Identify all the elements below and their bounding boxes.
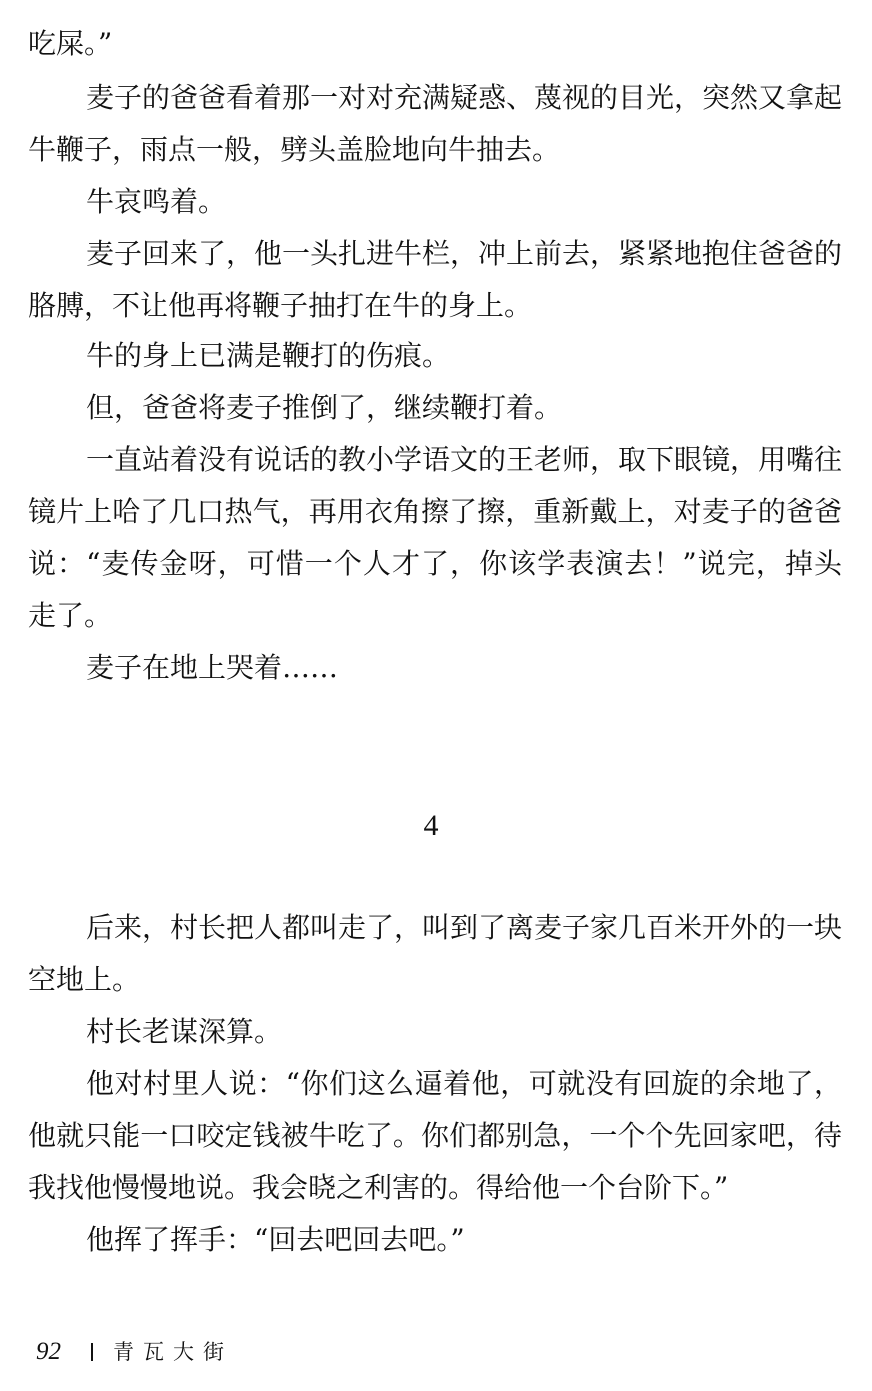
text-line: 村长老谋深算。 [86,1015,283,1048]
text-line: 麦子的爸爸看着那一对对充满疑惑、蔑视的目光，突然又拿起 [86,81,843,114]
text-line: 镜片上哈了几口热气，再用衣角擦了擦，重新戴上，对麦子的爸爸 [28,495,842,528]
text-line: 后来，村长把人都叫走了，叫到了离麦子家几百米开外的一块 [86,911,843,944]
book-title: 青瓦大街 [113,1340,233,1364]
text-line: 空地上。 [28,963,141,996]
footer-divider [91,1343,93,1361]
text-line: 牛的身上已满是鞭打的伤痕。 [86,339,451,372]
text-line: 麦子回来了，他一头扎进牛栏，冲上前去，紧紧地抱住爸爸的 [86,237,843,270]
page-footer [36,1334,233,1370]
text-line: 牛鞭子，雨点一般，劈头盖脸地向牛抽去。 [28,133,561,166]
text-line: 走了。 [28,599,113,632]
text-line: 一直站着没有说话的教小学语文的王老师，取下眼镜，用嘴往 [86,443,843,476]
text-line: 我找他慢慢地说。我会晓之利害的。得给他一个台阶下。” [28,1171,729,1204]
text-line: 麦子在地上哭着…… [86,651,339,684]
text-line: 说：“麦传金呀，可惜一个人才了，你该学表演去！”说完，掉头 [28,547,842,580]
text-line: 他对村里人说：“你们这么逼着他，可就没有回旋的余地了， [86,1067,842,1100]
text-line: 吃屎。” [28,27,113,60]
section-heading: 4 [423,809,439,842]
text-line: 但，爸爸将麦子推倒了，继续鞭打着。 [86,391,563,424]
text-line: 他就只能一口咬定钱被牛吃了。你们都别急，一个个先回家吧，待 [28,1119,842,1152]
page-number: 92 [36,1338,61,1365]
text-line: 牛哀鸣着。 [86,185,227,218]
text-line: 胳膊，不让他再将鞭子抽打在牛的身上。 [28,289,533,322]
text-line: 他挥了挥手：“回去吧回去吧。” [86,1223,465,1256]
